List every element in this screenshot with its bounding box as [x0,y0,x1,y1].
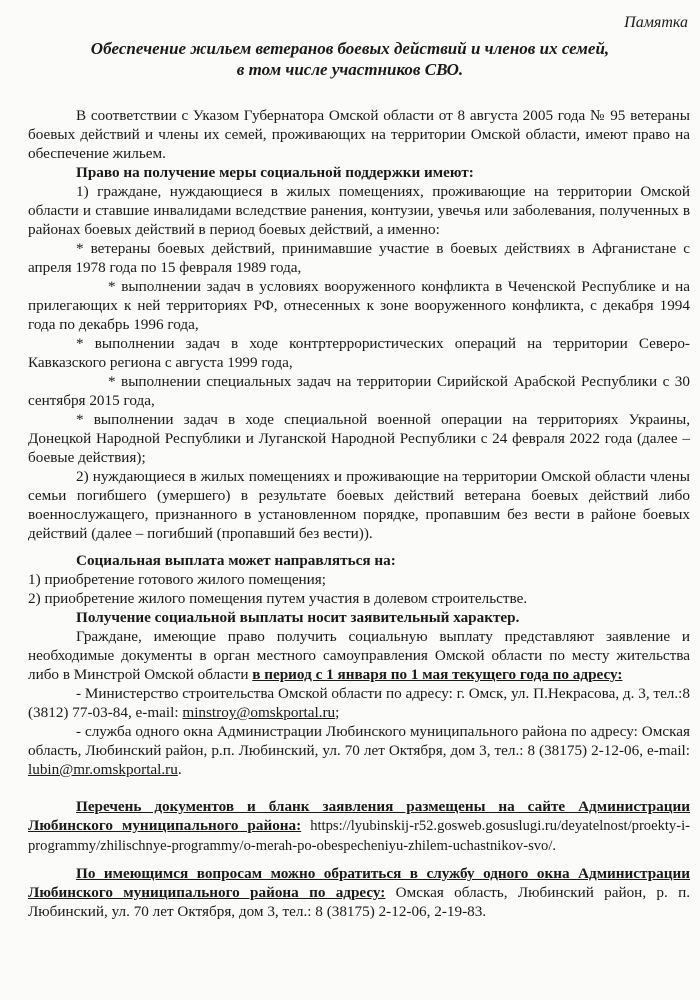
documents-url-link[interactable]: https://lyubinskij-r52.gosweb.gosuslugi.ru/deyatelnost/proekty-i-programmy/zhilischnye-programmy/o-merah-po-obespecheniyu-zhilem-uchastnikov-svo/. [28,818,690,854]
eligibility-item-1: 1) граждане, нуждающиеся в жилых помещениях, проживающие на территории Омской области и ставшие инвалидами вследствие ранения, контузии, увечья или заболевания, полученных в районах боевых действий в период боевых действий, а именно: [28,183,690,238]
documents-text: Перечень документов и бланк заявления размещены на сайте Администрации Любинского муниципального района: [28,798,690,834]
bullet-svo: * выполнении задач в ходе специальной военной операции на территориях Украины, Донецкой Народной Республики и Луганской Народной Республики с 24 февраля 2022 года (далее – боевые действия); [28,411,690,466]
contact-paragraph [28,864,690,921]
service-address-text: - служба одного окна Администрации Любинского муниципального района по адресу: Омская область, Любинский район, р.п. Любинский, ул. 70 лет Октября, дом 3, тел.: 8 (38175) 2-12-06, e-mail: [28,723,690,759]
eligibility-item-2: 2) нуждающиеся в жилых помещениях и проживающие на территории Омской области члены семьи погибшего (умершего) в результате боевых действий ветерана боевых действий либо военнослужащего, признанного в установленном порядке, пропавшим без вести в районе боевых действий (далее – погибший (пропавший без вести)). [28,468,690,542]
document-title [0,38,700,80]
title-line-1: Обеспечение жильем ветеранов боевых действий и членов их семей, [90,39,610,58]
contact-text: По имеющимся вопросам можно обратиться в службу одного окна Администрации Любинского муниципального района по адресу: [28,865,690,901]
payment-item: 2) приобретение жилого помещения путем участия в долевом строительстве. [28,590,528,607]
payment-item: 1) приобретение готового жилого помещения; [28,571,327,588]
bullet-syria: * выполнении специальных задач на территории Сирийской Арабской Республики с 30 сентября 2015 года, [28,373,690,409]
bullet-north-caucasus: * выполнении задач в ходе контртеррористических операций на территории Северо-Кавказского региона с августа 1999 года, [28,335,690,371]
document-body [28,106,690,921]
payment-heading: Социальная выплата может направляться на: [76,552,396,569]
bullet-afghanistan: * ветераны боевых действий, принимавшие участие в боевых действиях в Афганистане с апреля 1978 года по 15 февраля 1989 года, [28,240,690,276]
application-period: в период с 1 января по 1 мая текущего года по адресу: [252,666,623,683]
documents-paragraph [28,797,690,856]
ministry-address-text: - Министерство строительства Омской области по адресу: г. Омск, ул. П.Некрасова, д. 3, тел.:8 (3812) 77-03-84, e-mail: [28,685,691,721]
contact-address: Омская область, Любинский район, р. п. Любинский, ул. 70 лет Октября, дом 3, тел.: 8 (38175) 2-12-06, 2-19-83. [28,884,691,920]
application-heading: Получение социальной выплаты носит заявительный характер. [76,609,520,626]
eligibility-heading: Право на получение меры социальной поддержки имеют: [76,164,474,181]
intro-paragraph: В соответствии с Указом Губернатора Омской области от 8 августа 2005 года № 95 ветераны боевых действий и члены их семей, проживающих на территории Омской области, имеют право на обеспечение жильем. [28,107,690,162]
ministry-address: - Министерство строительства Омской области по адресу: г. Омск, ул. П.Некрасова, д. 3, тел.:8 (3812) 77-03-84, e-mail: minstroy@omskportal.ru; [28,685,691,721]
application-text: Граждане, имеющие право получить социальную выплату представляют заявление и необходимые документы в орган местного самоуправления Омской области по месту жительства либо в Минстрой Омской области [28,628,690,683]
memo-label: Памятка [624,14,688,31]
title-line-2: в том числе участников СВО. [236,60,464,79]
service-address: - служба одного окна Администрации Любинского муниципального района по адресу: Омская область, Любинский район, р.п. Любинский, ул. 70 лет Октября, дом 3, тел.: 8 (38175) 2-12-06, e-mail: lubin@mr.omskportal.ru. [28,723,690,778]
bullet-chechnya: * выполнении задач в условиях вооруженного конфликта в Чеченской Республике и на прилегающих к ней территориях РФ, отнесенных к зоне вооруженного конфликта, с декабря 1994 года по декабрь 1996 года, [28,278,690,333]
ministry-email-link[interactable]: minstroy@omskportal.ru [182,704,336,721]
application-paragraph [28,627,690,684]
service-email-link[interactable]: lubin@mr.omskportal.ru [28,761,178,778]
